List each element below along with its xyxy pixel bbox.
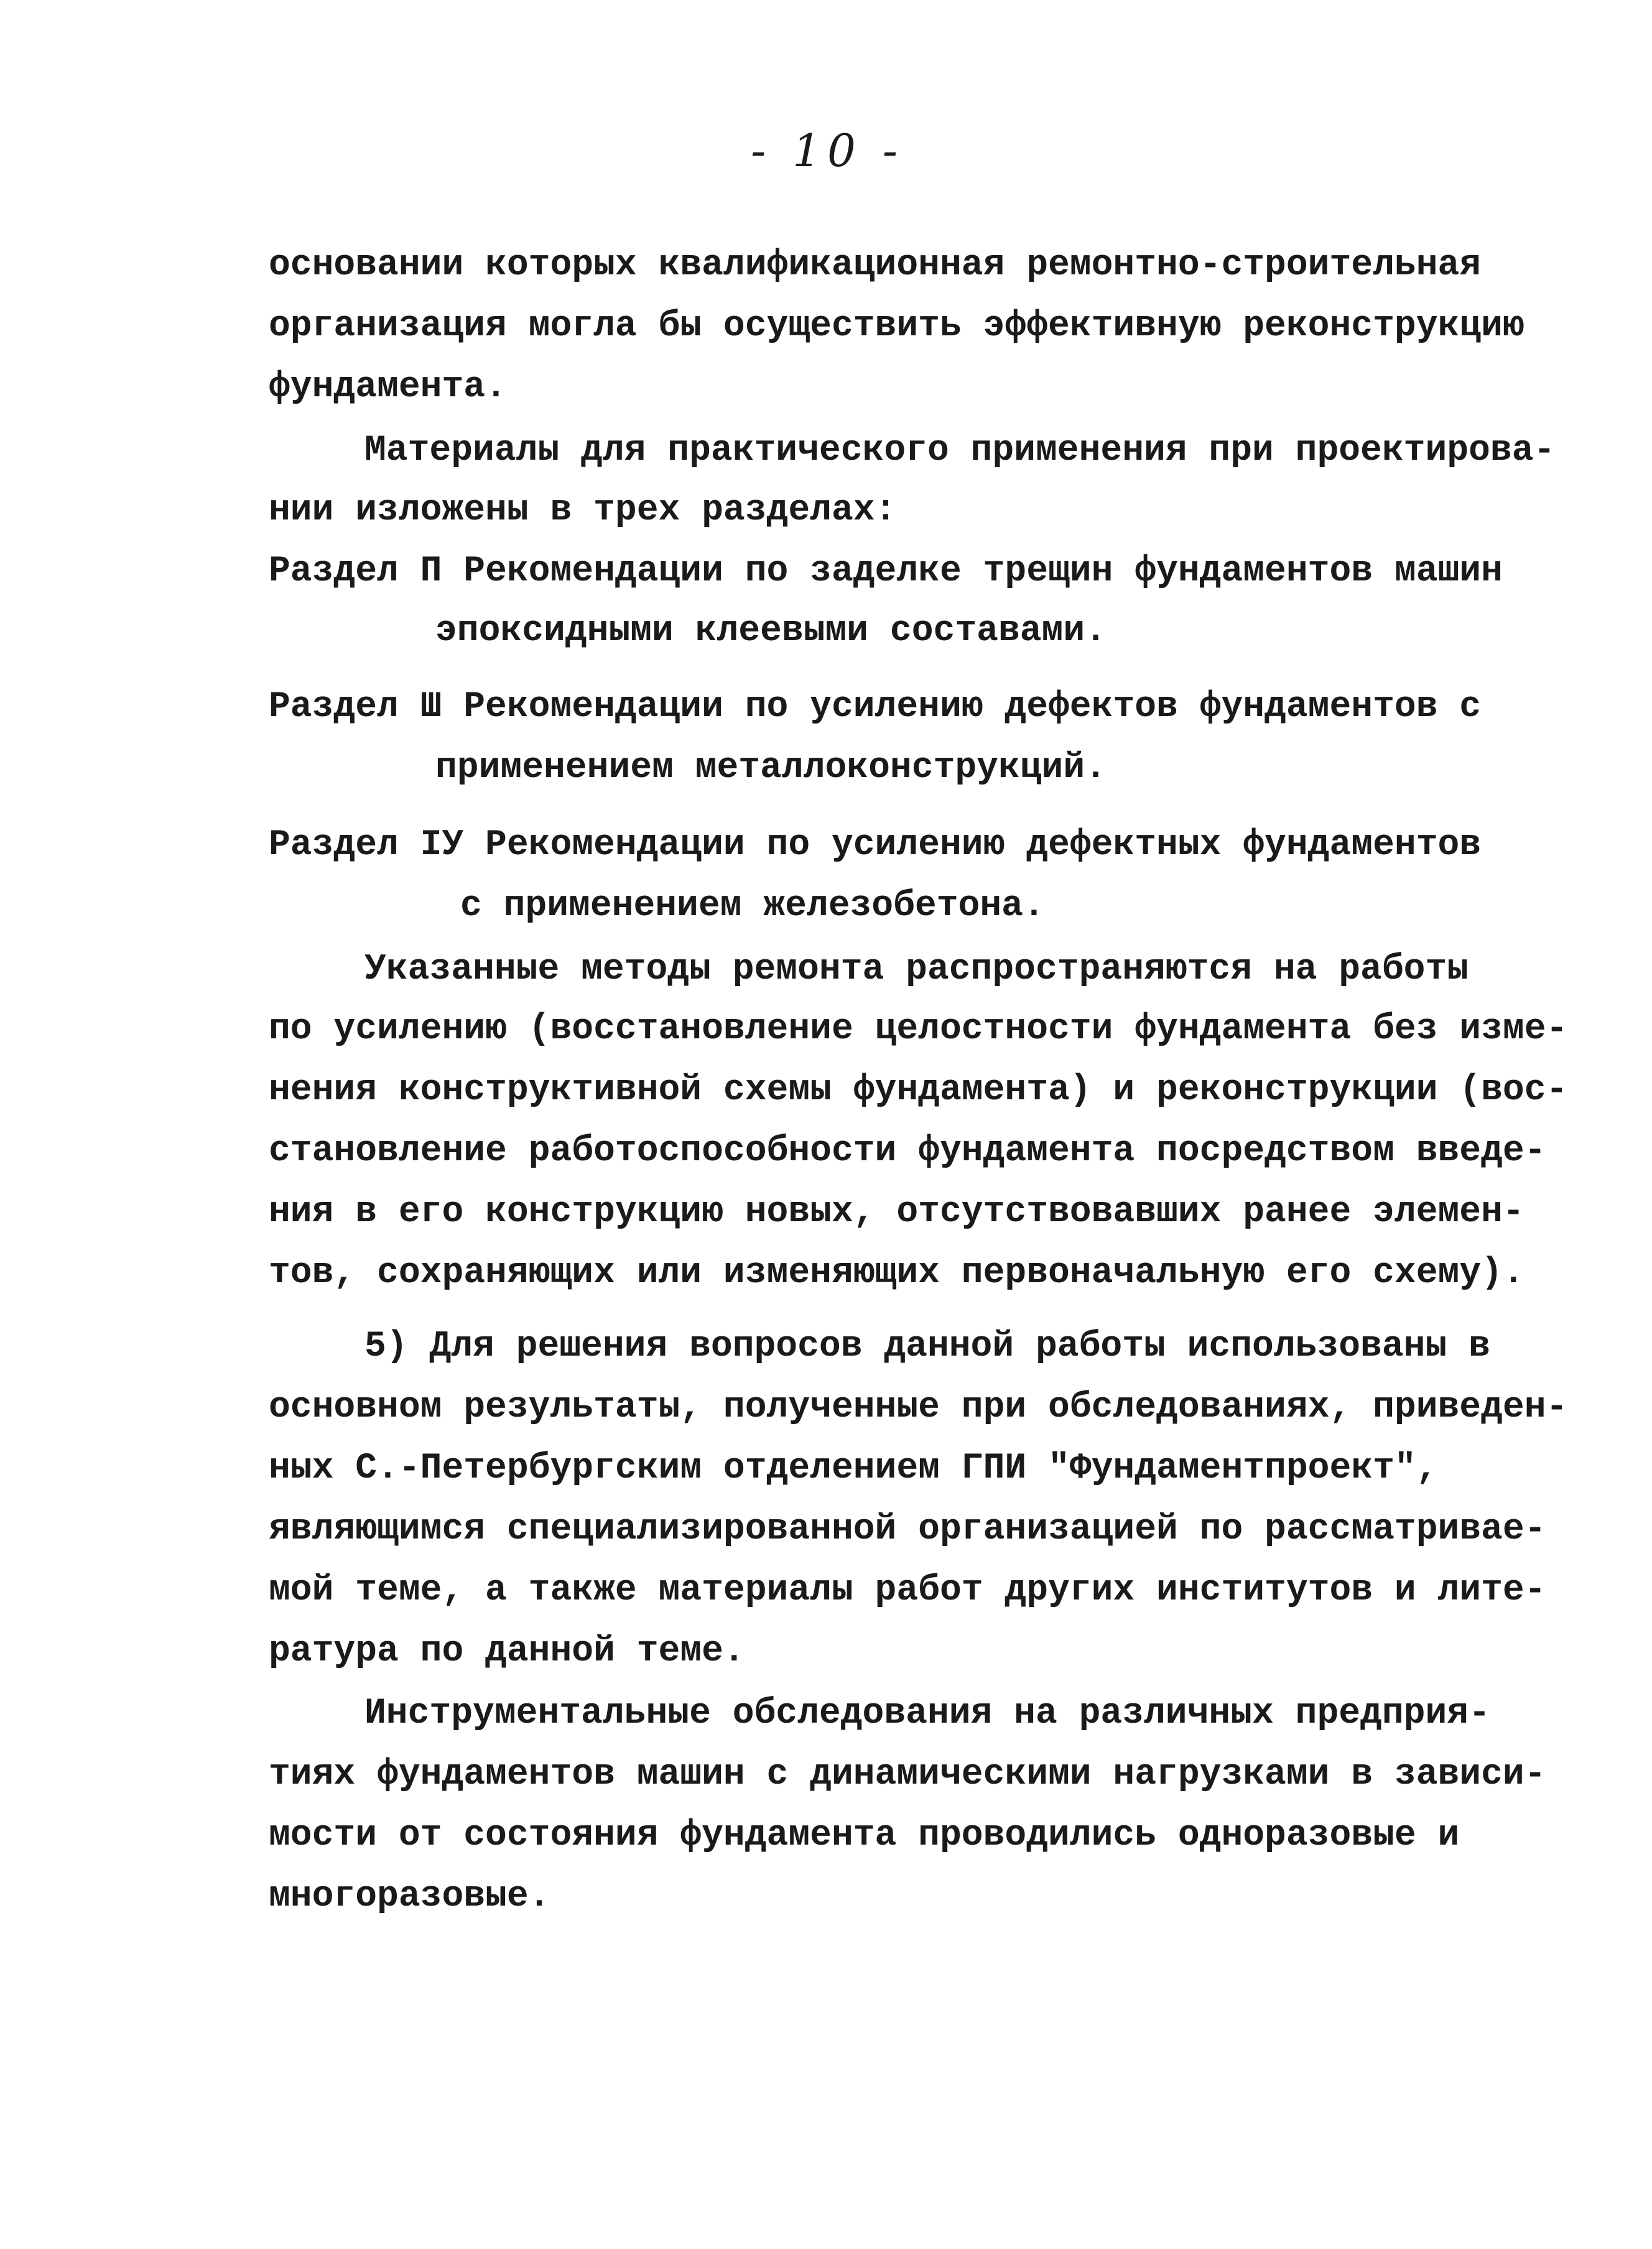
text-line: Указанные методы ремонта распространяются на работы xyxy=(364,949,1469,990)
text-line: Раздел IУ Рекомендации по усилению дефектных фундаментов xyxy=(269,825,1482,865)
text-line: 5) Для решения вопросов данной работы использованы в xyxy=(364,1326,1490,1367)
text-line: по усилению (восстановление целостности фундамента без изме- xyxy=(269,1009,1568,1050)
text-line: тов, сохраняющих или изменяющих первоначальную его схему). xyxy=(269,1253,1524,1293)
text-line: Раздел Ш Рекомендации по усилению дефектов фундаментов с xyxy=(269,687,1482,727)
text-line: основании которых квалификационная ремонтно-строительная xyxy=(269,245,1482,286)
text-line: тиях фундаментов машин с динамическими нагрузками в зависи- xyxy=(269,1754,1546,1795)
text-line: нии изложены в трех разделах: xyxy=(269,490,897,531)
text-line: Раздел П Рекомендации по заделке трещин фундаментов машин xyxy=(269,551,1503,592)
text-line: мости от состояния фундамента проводились одноразовые и xyxy=(269,1815,1460,1856)
text-line: ния в его конструкцию новых, отсутствовавших ранее элемен- xyxy=(269,1192,1524,1232)
text-line: многоразовые. xyxy=(269,1876,550,1917)
text-line: организация могла бы осуществить эффективную реконструкцию xyxy=(269,306,1524,347)
text-line: эпоксидными клеевыми составами. xyxy=(435,611,1107,651)
text-line: применением металлоконструкций. xyxy=(435,748,1107,788)
text-line: нения конструктивной схемы фундамента) и реконструкции (вос- xyxy=(269,1070,1568,1111)
text-line: становление работоспособности фундамента посредством введе- xyxy=(269,1131,1546,1171)
page-number: - 10 - xyxy=(750,124,904,177)
text-line: являющимся специализированной организацией по рассматривае- xyxy=(269,1509,1546,1550)
text-line: основном результаты, полученные при обследованиях, приведен- xyxy=(269,1387,1568,1428)
text-line: ных С.-Петербургским отделением ГПИ "Фундаментпроект", xyxy=(269,1448,1438,1489)
text-line: ратура по данной теме. xyxy=(269,1631,745,1672)
text-line: Материалы для практического применения при проектирова- xyxy=(364,431,1556,471)
text-line: мой теме, а также материалы работ других институтов и лите- xyxy=(269,1570,1546,1611)
text-line: фундамента. xyxy=(269,367,507,407)
text-line: Инструментальные обследования на различных предприя- xyxy=(364,1693,1490,1734)
text-line: с применением железобетона. xyxy=(460,886,1045,926)
